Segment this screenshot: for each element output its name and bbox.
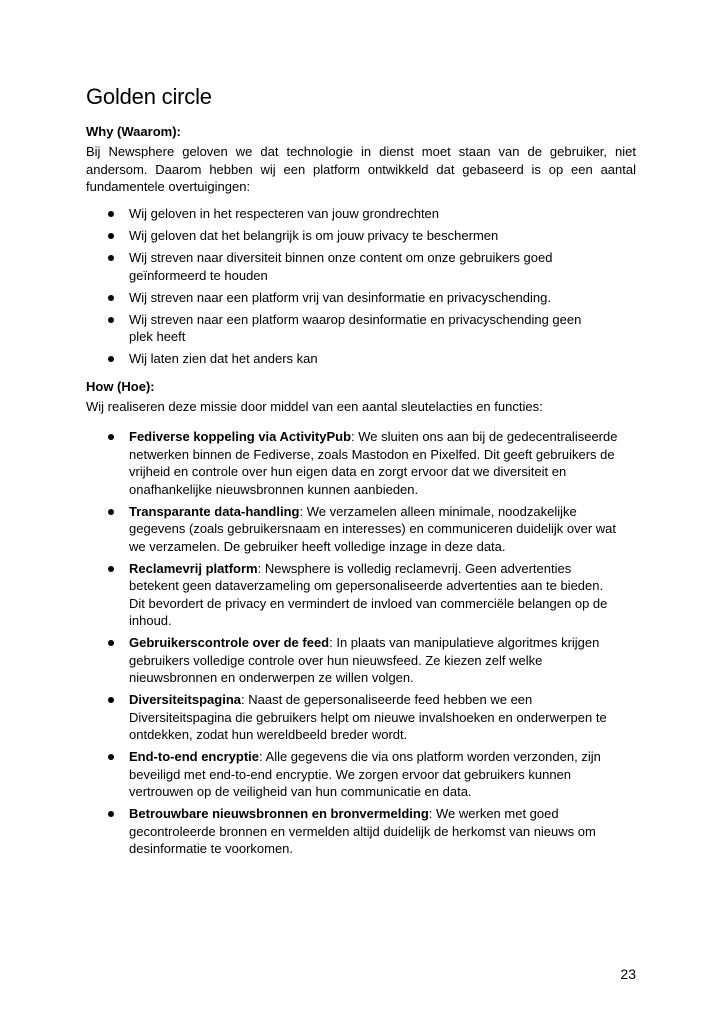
- bullet-icon: [108, 811, 114, 817]
- how-heading: How (Hoe):: [86, 379, 155, 394]
- how-list: [86, 428, 636, 862]
- bullet-icon: [108, 509, 114, 515]
- bullet-icon: [108, 356, 114, 362]
- list-item: Fediverse koppeling via ActivityPub: We sluiten ons aan bij de gedecentraliseerde netwerken binnen de Fediverse, zoals Mastodon en Pixelfed. Dit geeft gebruikers de vrijheid en controle over hun eigen data en zorgt ervoor dat we diversiteit en onafhankelijke nieuwsbronnen kunnen aanbieden.: [86, 428, 619, 498]
- how-intro: Wij realiseren deze missie door middel van een aantal sleutelacties en functies:: [86, 399, 543, 414]
- bullet-icon: [108, 754, 114, 760]
- why-intro: Bij Newsphere geloven we dat technologie in dienst moet staan van de gebruiker, niet andersom. Daarom hebben wij een platform ontwikkeld dat gebaseerd is op een aantal fundamentele overtuigingen:: [86, 144, 636, 194]
- bullet-icon: [108, 295, 114, 301]
- bullet-icon: [108, 697, 114, 703]
- list-item: Wij laten zien dat het anders kan: [86, 350, 589, 368]
- list-item: End-to-end encryptie: Alle gegevens die via ons platform worden verzonden, zijn beveiligd met end-to-end encryptie. We zorgen ervoor dat gebruikers kunnen vertrouwen op de veiligheid van hun communicatie en data.: [86, 748, 619, 801]
- bullet-icon: [108, 317, 114, 323]
- page-title: Golden circle: [86, 84, 212, 109]
- bullet-icon: [108, 211, 114, 217]
- list-item: Transparante data-handling: We verzamelen alleen minimale, noodzakelijke gegevens (zoals gebruikersnaam en interesses) en communiceren duidelijk over wat we verzamelen. De gebruiker heeft volledige inzage in deze data.: [86, 503, 619, 556]
- bullet-icon: [108, 640, 114, 646]
- bullet-icon: [108, 434, 114, 440]
- list-item: Gebruikerscontrole over de feed: In plaats van manipulatieve algoritmes krijgen gebruikers volledige controle over hun nieuwsfeed. Ze kiezen zelf welke nieuwsbronnen en onderwerpen ze willen volgen.: [86, 634, 619, 687]
- why-heading: Why (Waarom):: [86, 124, 181, 139]
- bullet-icon: [108, 233, 114, 239]
- why-list: [86, 205, 636, 372]
- list-item: Betrouwbare nieuwsbronnen en bronvermelding: We werken met goed gecontroleerde bronnen en vermelden altijd duidelijk de herkomst van nieuws om desinformatie te voorkomen.: [86, 805, 619, 858]
- page-number: 23: [620, 966, 636, 982]
- list-item: Wij geloven in het respecteren van jouw grondrechten: [86, 205, 589, 223]
- list-item: Wij geloven dat het belangrijk is om jouw privacy te beschermen: [86, 227, 589, 245]
- list-item: Reclamevrij platform: Newsphere is volledig reclamevrij. Geen advertenties betekent geen dataverzameling om gepersonaliseerde advertenties aan te bieden. Dit bevordert de privacy en vermindert de invloed van commerciële belangen op de inhoud.: [86, 560, 619, 630]
- bullet-icon: [108, 566, 114, 572]
- list-item: Wij streven naar diversiteit binnen onze content om onze gebruikers goed geïnformeerd te houden: [86, 249, 589, 284]
- list-item: Wij streven naar een platform waarop desinformatie en privacyschending geen plek heeft: [86, 311, 589, 346]
- bullet-icon: [108, 255, 114, 261]
- list-item: Wij streven naar een platform vrij van desinformatie en privacyschending.: [86, 289, 589, 307]
- list-item: Diversiteitspagina: Naast de gepersonaliseerde feed hebben we een Diversiteitspagina die gebruikers helpt om nieuwe invalshoeken en onderwerpen te ontdekken, zodat hun wereldbeeld breder wordt.: [86, 691, 619, 744]
